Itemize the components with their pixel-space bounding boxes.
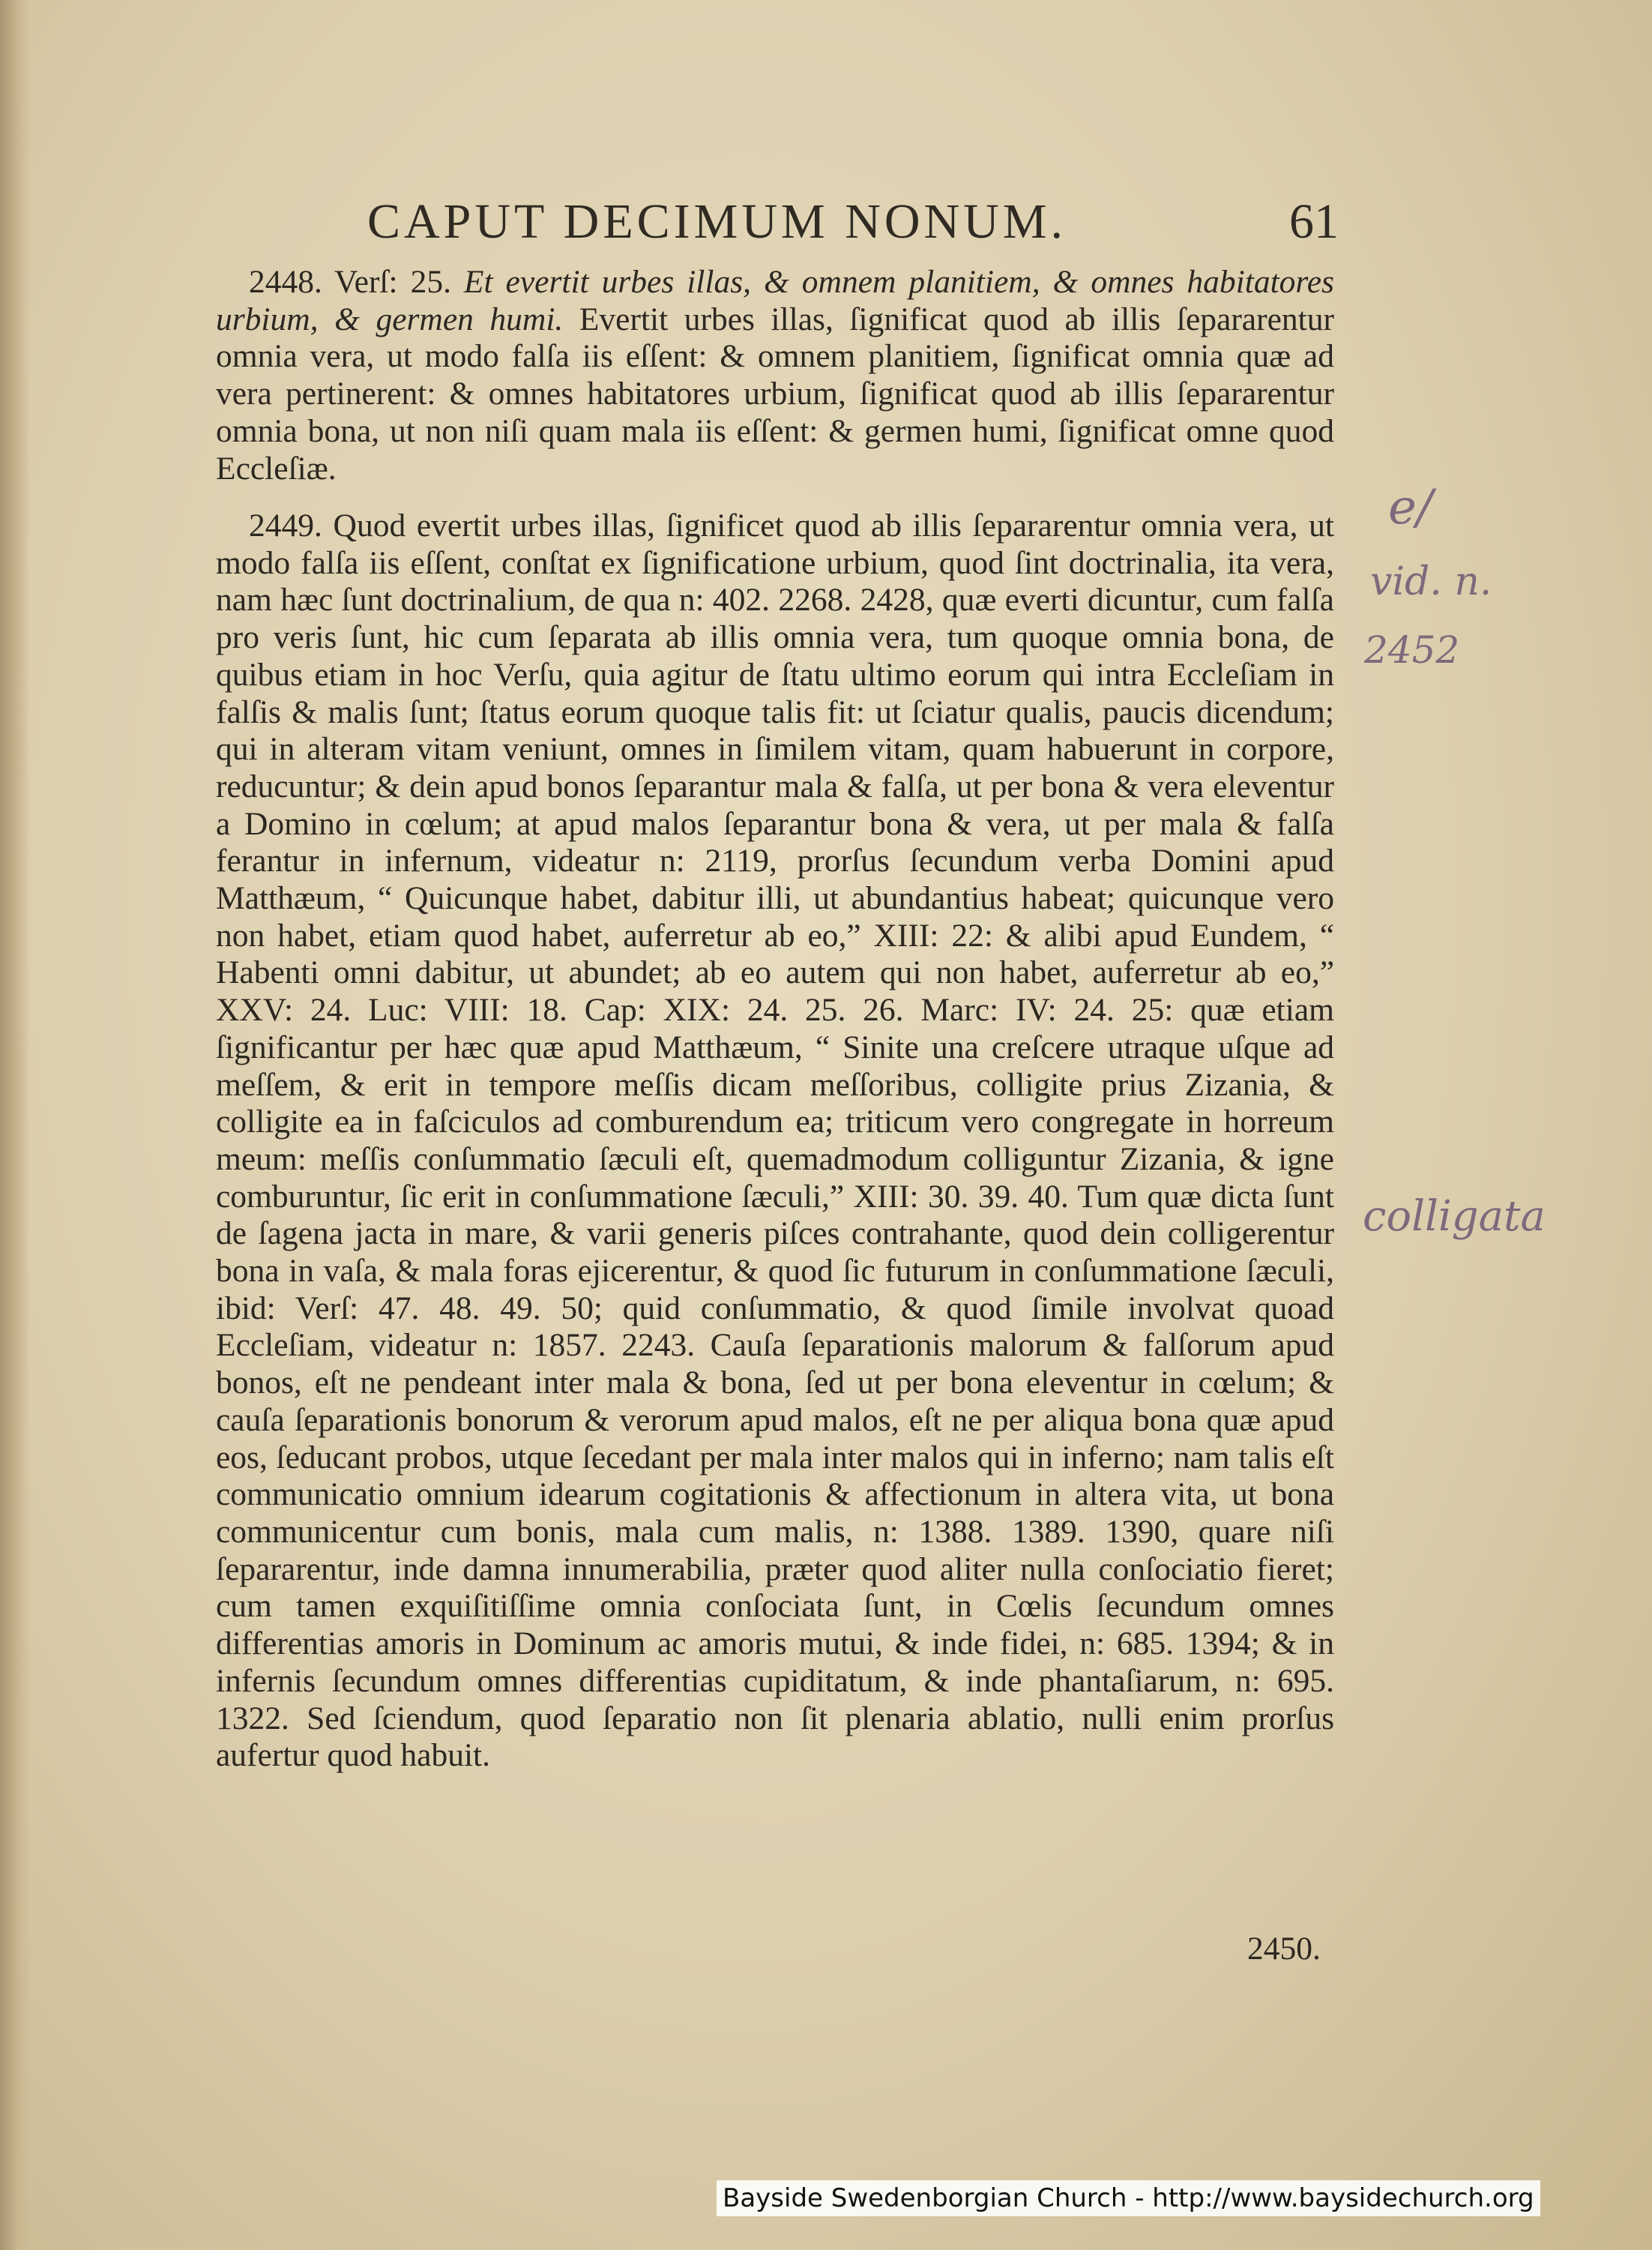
catchword: 2450. — [1247, 1931, 1321, 1967]
paragraph-text: Quod evertit urbes illas, ſignificet quod ab illis ſepararentur omnia vera, ut modo falſa iis eſſent, conſtat ex ſignificatione urbium, quod ſint doctrinalia, ita vera, nam hæc ſunt doctrinalium, de qua n: 402. 2268. 2428, quæ everti dicuntur, cum falſa pro veris ſunt, hic cum ſeparata ab illis omnia vera, tum quoque omnia bona, de quibus etiam in hoc Verſu, quia agitur de ſtatu ultimo eorum qui intra Eccleſiam in falſis & malis ſunt; ſtatus eorum quoque talis fit: ut ſciatur qualis, paucis dicendum; qui in alteram vitam veniunt, omnes in ſimilem vitam, quam habuerunt in corpore, reducuntur; & dein apud bonos ſeparantur mala & falſa, ut per bona & vera eleventur a Domino in cœlum; at apud malos ſeparantur bona & vera, ut per mala & falſa ferantur in infernum, videatur n: 2119, prorſus ſecundum verba Domini apud Matthæum, “ Quicunque habet, dabitur illi, ut abundantius habeat; quicunque vero non habet, etiam quod habet, auferretur ab eo,” XIII: 22: & alibi apud Eundem, “ Habenti omni dabitur, ut abundet; ab eo autem qui non habet, auferretur ab eo,” XXV: 24. Luc: VIII: 18. Cap: XIX: 24. 25. 26. Marc: IV: 24. 25: quæ etiam ſignificantur per hæc quæ apud Matthæum, “ Sinite una creſcere utraque uſque ad meſſem, & erit in tempore meſſis dicam meſſoribus, colligite prius Zizania, & colligite ea in faſciculos ad comburendum ea; triticum vero congregate in horreum meum: meſſis conſummatio ſæculi eſt, quemadmodum colliguntur Zizania, & igne comburuntur, ſic erit in conſummatione ſæculi,” XIII: 30. 39. 40. Tum quæ dicta ſunt de ſagena jacta in mare, & varii generis piſces contrahante, quod dein colligerentur bona in vaſa, & mala foras ejicerentur, & quod ſic futurum in conſummatione ſæculi, ibid: Verſ: 47. 48. 49. 50; quid conſummatio, & quod ſimile involvat quoad Eccleſiam, videatur n: 1857. 2243. Cauſa ſeparationis malorum & falſorum apud bonos, eſt ne pendeant inter mala & bona, ſed ut per bona eleventur in cœlum; & cauſa ſeparationis bonorum & verorum apud malos, eſt ne per aliqua bona quæ apud eos, ſeducant probos, utque ſecedant per mala inter malos qui in inferno; nam talis eſt communicatio omnium idearum cogitationis & affectionum in altera vita, ut bona communicentur cum bonis, mala cum malis, n: 1388. 1389. 1390, quare niſi ſepararentur, inde damna innumerabilia, præter quod aliter nulla conſociatio fieret; cum tamen exquiſitiſſime omnia conſociata ſunt, in Cœlis ſecundum omnes differentias amoris in Dominum ac amoris mutui, & inde fidei, n: 685. 1394; & in infernis ſecundum omnes differentias cupiditatum, & inde phantaſiarum, n: 695. 1322. Sed ſciendum, quod ſeparatio non ſit plenaria ablatio, nulli enim prorſus aufertur quod habuit. — [216, 508, 1334, 1774]
footer-credit: Bayside Swedenborgian Church - http://www.baysidechurch.org — [717, 2180, 1540, 2216]
body-text — [216, 264, 1334, 1951]
paragraph-2448 — [216, 264, 1334, 508]
page-gutter-shadow — [0, 0, 30, 2250]
verse-quotation: Et evertit urbes illas, & omnem planitiem, & omnes habitatores urbium, & germen humi. — [216, 264, 1334, 337]
running-title: CAPUT DECIMUM NONUM. — [367, 194, 1067, 249]
paragraph-number: 2448. — [249, 264, 322, 300]
paragraph-number: 2449. — [249, 508, 322, 544]
paragraph-2449 — [216, 508, 1334, 1775]
paragraph-text: Evertit urbes illas, ſignificat quod ab illis ſepararentur omnia vera, ut modo falſa iis eſſent: & omnem planitiem, ſignificat omnia quæ ad vera pertinerent: & omnes habitatores urbium, ſignificat quod ab illis ſepararentur omnia bona, ut non niſi quam mala iis eſſent: & germen humi, ſignificat omne quod Eccleſiæ. — [216, 301, 1334, 487]
handwritten-margin-note: e/ — [1388, 480, 1433, 535]
handwritten-margin-note: vid. n. — [1370, 559, 1492, 604]
handwritten-margin-note: colligata — [1363, 1192, 1546, 1241]
page-number: 61 — [1289, 194, 1339, 249]
page-header — [367, 193, 1372, 253]
verse-reference: Verſ: 25. — [322, 264, 464, 300]
handwritten-margin-note: 2452 — [1364, 628, 1460, 672]
